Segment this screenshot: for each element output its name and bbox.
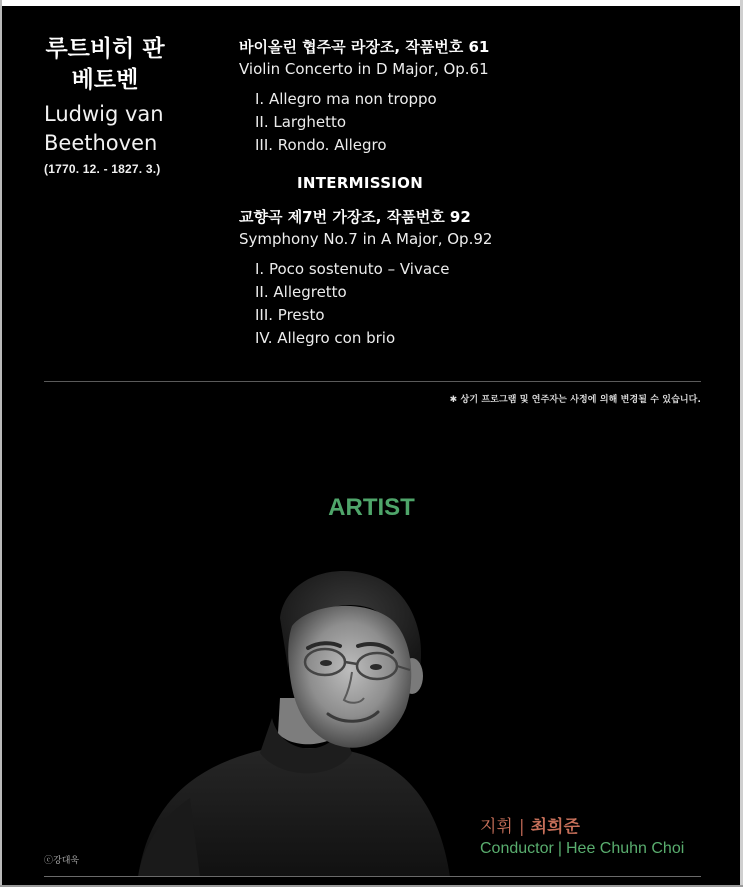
left-frame-edge: [0, 0, 2, 887]
work-title-ko: 바이올린 협주곡 라장조, 작품번호 61: [239, 38, 490, 56]
conductor-role-en: Conductor: [480, 840, 554, 857]
composer-name-ko: [44, 34, 166, 96]
conductor-caption: [480, 815, 684, 859]
work-symphony-7: [239, 206, 719, 350]
movement-item: IV. Allegro con brio: [255, 329, 396, 347]
movement-item: I. Poco sostenuto – Vivace: [255, 260, 450, 278]
caption-separator: |: [557, 840, 562, 857]
conductor-caption-en: [480, 839, 684, 859]
work-title-en: Symphony No.7 in A Major, Op.92: [239, 230, 493, 248]
movement-item: III. Presto: [255, 306, 325, 324]
top-frame-edge: [0, 0, 743, 6]
program-list: [239, 36, 719, 350]
movement-item: III. Rondo. Allegro: [255, 136, 387, 154]
caption-separator: |: [518, 817, 525, 837]
movement-list: [255, 88, 719, 157]
composer-name-en: [44, 100, 214, 158]
conductor-role-ko: 지휘: [480, 817, 513, 837]
photo-credit: ⓒ강대욱: [44, 856, 80, 866]
intermission-label: INTERMISSION: [297, 174, 424, 192]
composer-name-ko-line2: 베토벤: [71, 67, 139, 93]
composer-name-en-line2: Beethoven: [44, 131, 158, 155]
work-title-en: Violin Concerto in D Major, Op.61: [239, 60, 489, 78]
program-change-notice: ✱ 상기 프로그램 및 연주자는 사정에 의해 변경될 수 있습니다.: [449, 395, 701, 405]
conductor-name-ko: 최희준: [530, 817, 580, 837]
artist-heading: ARTIST: [328, 494, 415, 521]
work-title-ko: 교향곡 제7번 가장조, 작품번호 92: [239, 208, 471, 226]
composer-block: [44, 34, 214, 176]
conductor-name-en: Hee Chuhn Choi: [565, 840, 685, 857]
work-violin-concerto: [239, 36, 719, 157]
movement-item: II. Allegretto: [255, 283, 347, 301]
movement-list: [255, 258, 719, 350]
movement-item: I. Allegro ma non troppo: [255, 90, 437, 108]
conductor-caption-ko: [480, 815, 684, 839]
composer-dates: (1770. 12. - 1827. 3.): [44, 162, 161, 176]
bottom-divider: [44, 876, 701, 877]
composer-name-ko-line1: 루트비히 판: [45, 36, 165, 62]
movement-item: II. Larghetto: [255, 113, 347, 131]
composer-name-en-line1: Ludwig van: [44, 102, 164, 126]
section-divider: [44, 381, 701, 382]
conductor-portrait: [120, 548, 480, 877]
